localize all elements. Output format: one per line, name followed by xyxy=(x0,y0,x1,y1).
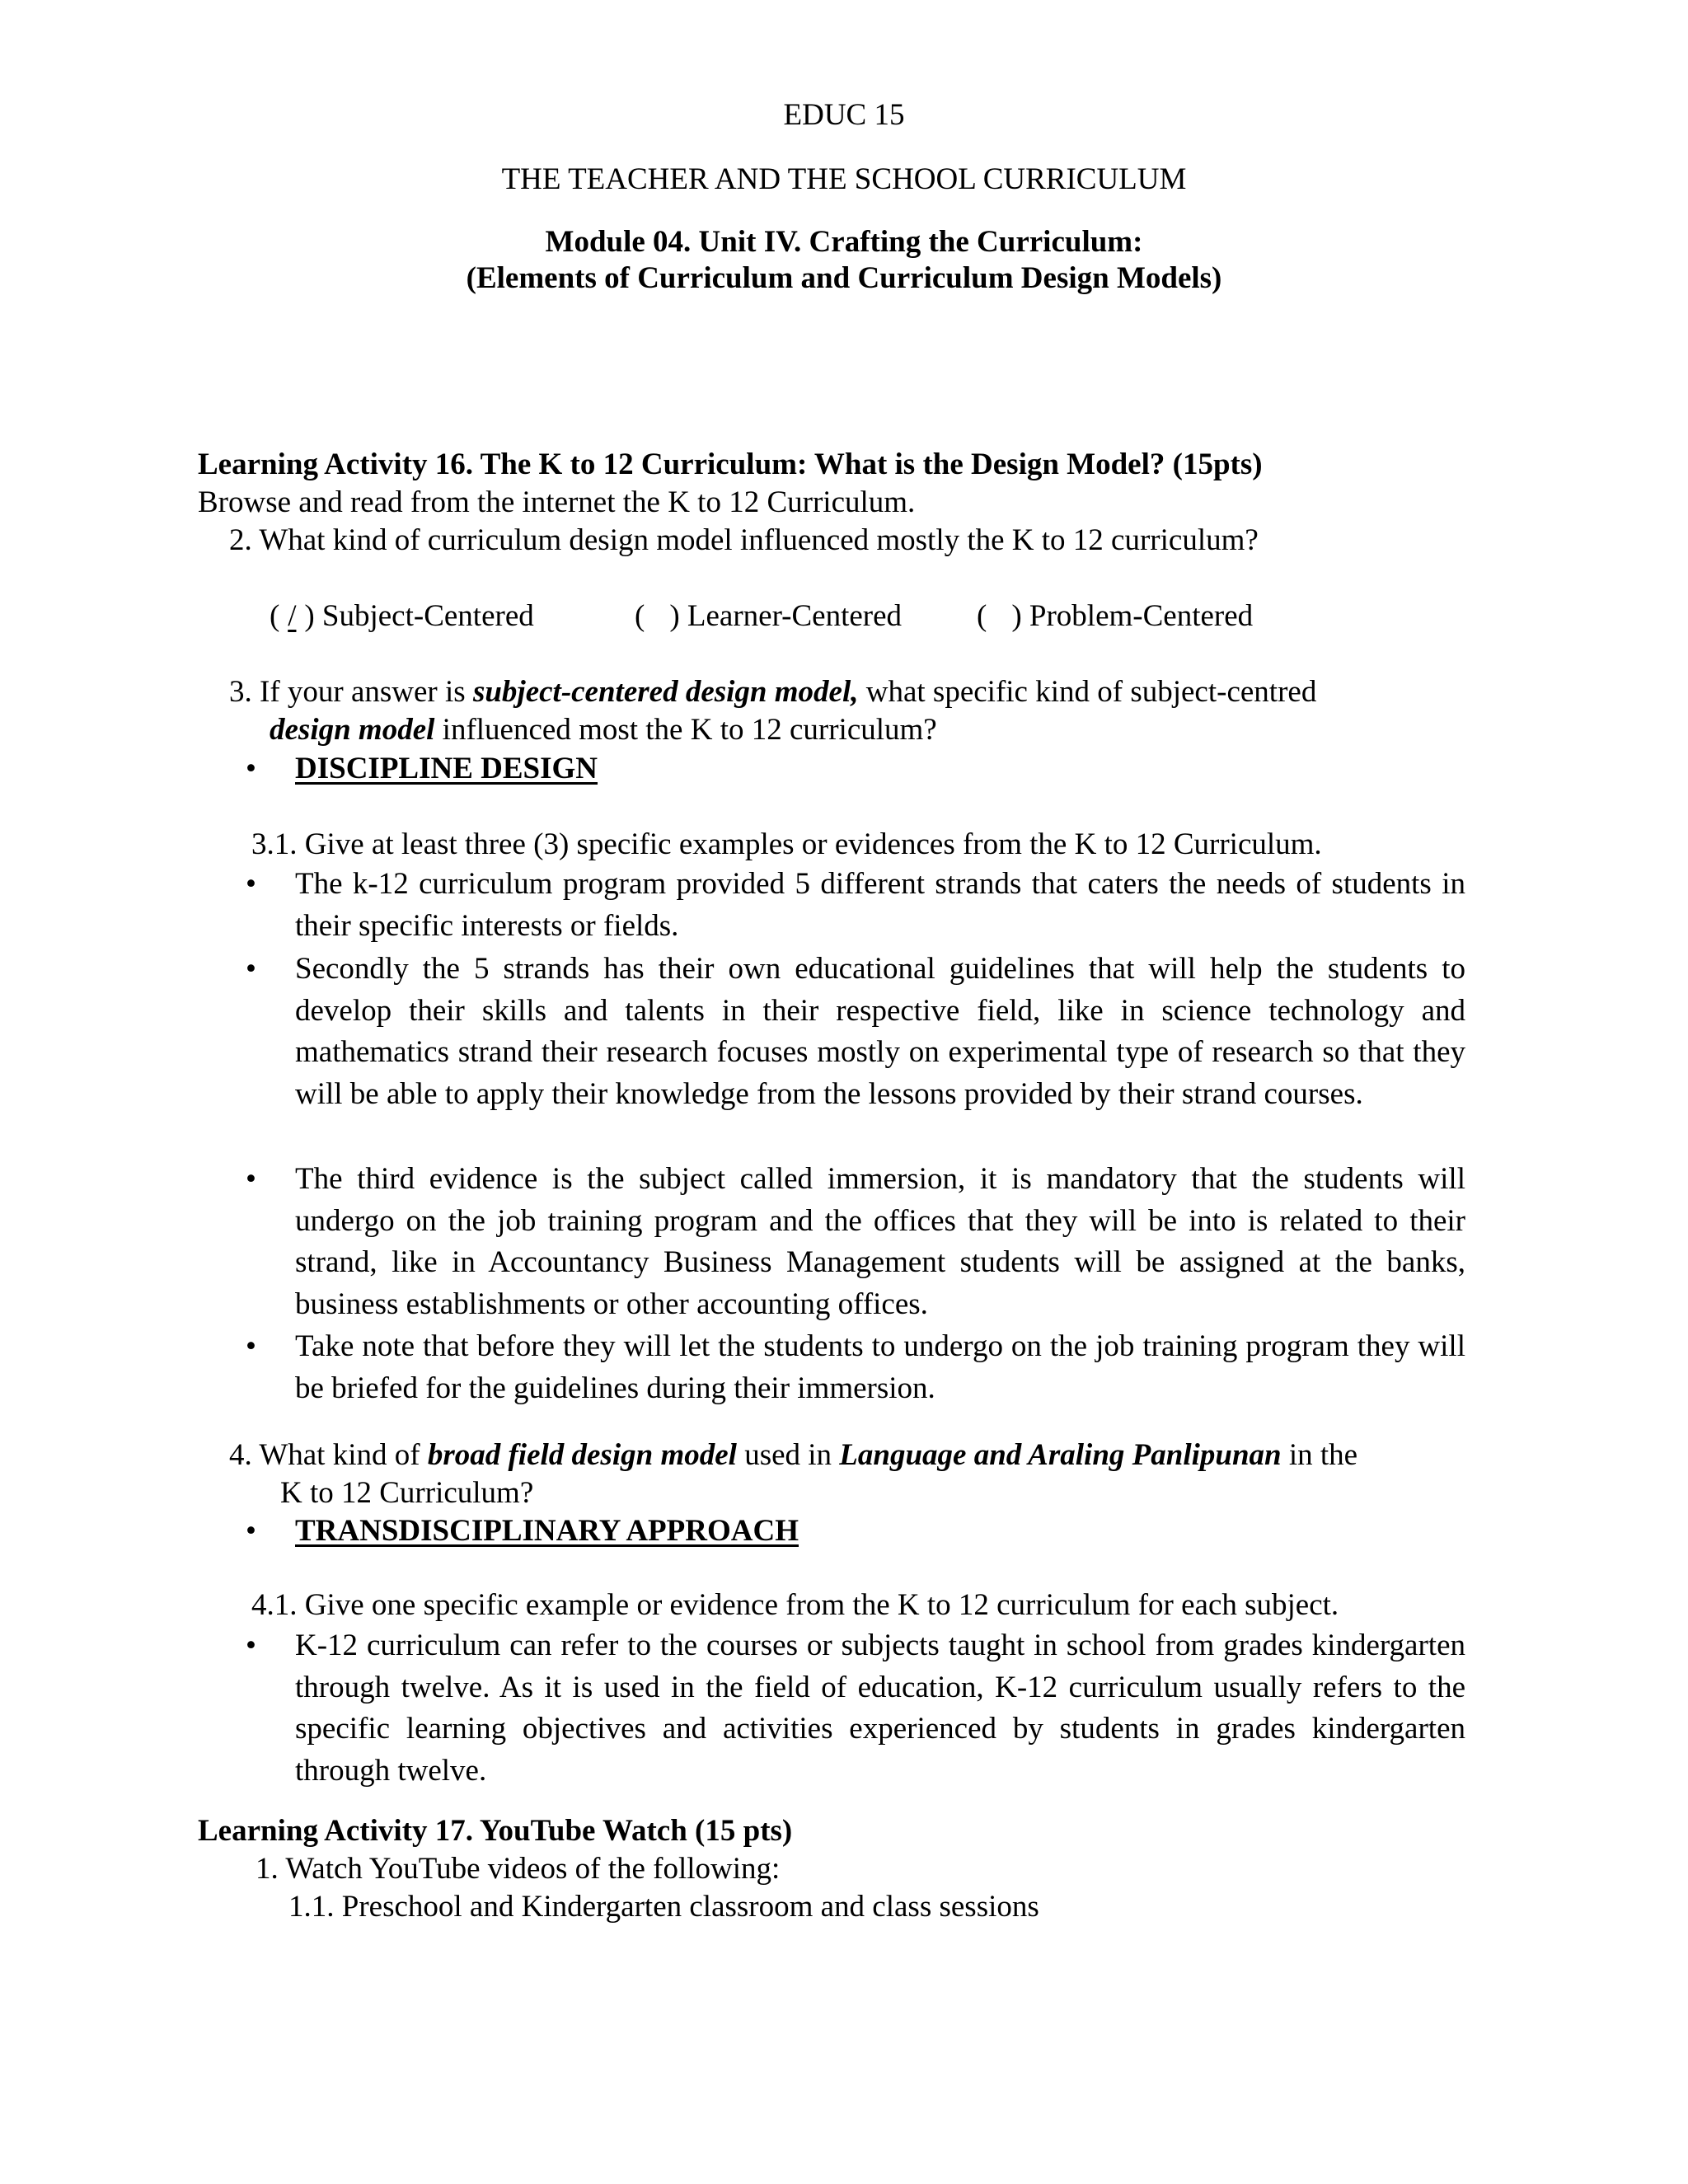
option-label: Subject-Centered xyxy=(321,599,534,633)
question-4: 4. What kind of broad field design model used in Language and Araling Panlipunan in the xyxy=(229,1438,1358,1472)
evidence-4: Take note that before they will let the students to undergo on the job training program they will be briefed for the guidelines during their immersion. xyxy=(295,1329,1465,1405)
question-3-1: 3.1. Give at least three (3) specific examples or evidences from the K to 12 Curriculum. xyxy=(251,827,1322,861)
bullet-icon: • xyxy=(246,1329,256,1363)
activity16-title: Learning Activity 16. The K to 12 Curriculum: What is the Design Model? (15pts) xyxy=(198,448,1263,481)
evidence-2: Secondly the 5 strands has their own educational guidelines that will help the students to develop their skills and talents in their respective field, like in science technology and mathematics strand their research focuses mostly on experimental type of research so that they will be able to apply their knowledge from the lessons provided by their strand courses. xyxy=(295,952,1465,1111)
evidence-3: The third evidence is the subject called immersion, it is mandatory that the students will undergo on the job training program and the offices that they will be into is related to their strand, like in Accountancy Business Management students will be assigned at the banks, business establishments or other accounting offices. xyxy=(295,1162,1465,1321)
bullet-icon: • xyxy=(246,1162,256,1196)
question-4-cont: K to 12 Curriculum? xyxy=(280,1476,534,1510)
module-subtitle: (Elements of Curriculum and Curriculum Design Models) xyxy=(466,261,1222,295)
course-title: THE TEACHER AND THE SCHOOL CURRICULUM xyxy=(501,162,1187,196)
bullet-icon: • xyxy=(246,1629,256,1662)
option-label: Problem-Centered xyxy=(1029,599,1254,633)
question-2: 2. What kind of curriculum design model influenced mostly the K to 12 curriculum? xyxy=(229,523,1259,557)
answer-transdisciplinary: TRANSDISCIPLINARY APPROACH xyxy=(295,1514,799,1548)
bullet-icon: • xyxy=(246,952,256,986)
question-3: 3. If your answer is subject-centered design model, what specific kind of subject-centred xyxy=(229,675,1317,709)
bullet-icon: • xyxy=(246,1514,256,1548)
option-mark: / xyxy=(288,599,297,633)
evidence-1: The k-12 curriculum program provided 5 different strands that caters the needs of students in their specific interests or fields. xyxy=(295,867,1465,943)
course-code: EDUC 15 xyxy=(783,98,905,132)
option-learner-centered[interactable]: ( ) Learner-Centered xyxy=(635,599,903,633)
question-4-1: 4.1. Give one specific example or evidence from the K to 12 curriculum for each subject. xyxy=(251,1588,1339,1622)
option-label: Learner-Centered xyxy=(687,599,903,633)
bullet-icon: • xyxy=(246,867,256,901)
activity16-instruction: Browse and read from the internet the K to 12 Curriculum. xyxy=(198,485,916,519)
option-problem-centered[interactable]: ( ) Problem-Centered xyxy=(977,599,1254,633)
module-title: Module 04. Unit IV. Crafting the Curriculum: xyxy=(545,225,1143,259)
question-3-cont: design model influenced most the K to 12 curriculum? xyxy=(270,713,937,747)
option-subject-centered[interactable]: ( / ) Subject-Centered xyxy=(270,599,534,633)
answer-4-1: K-12 curriculum can refer to the courses or subjects taught in school from grades kindergarten through twelve. As it is used in the field of education, K-12 curriculum usually refers to the specific learning objectives and activities experienced by students in grades kindergarten through twelve. xyxy=(295,1629,1465,1788)
answer-discipline-design: DISCIPLINE DESIGN xyxy=(295,752,598,785)
activity17-item-1: 1. Watch YouTube videos of the following: xyxy=(256,1852,781,1886)
bullet-icon: • xyxy=(246,752,256,785)
activity17-item-1-1: 1.1. Preschool and Kindergarten classroom and class sessions xyxy=(288,1890,1039,1924)
activity17-title: Learning Activity 17. YouTube Watch (15 pts) xyxy=(198,1814,793,1848)
